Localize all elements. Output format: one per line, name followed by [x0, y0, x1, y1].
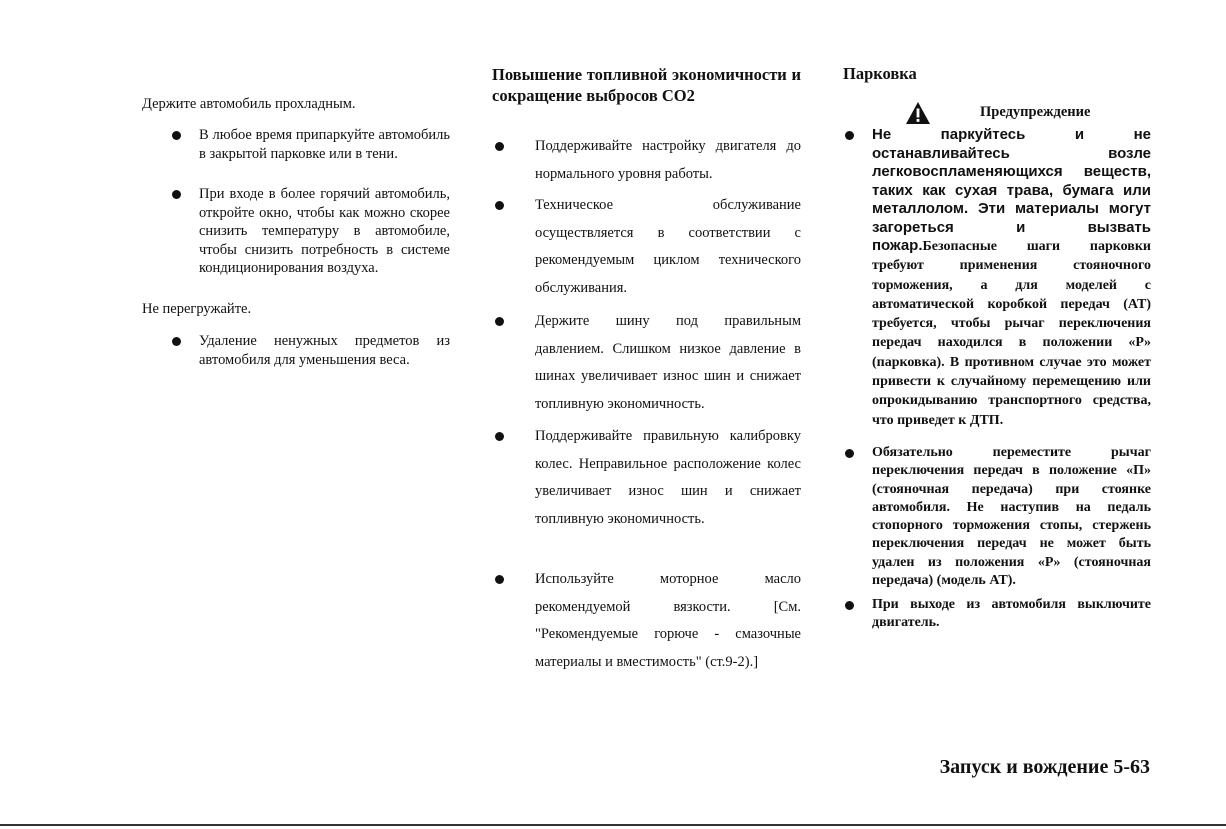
bullet-flammable-warning: [872, 126, 1151, 430]
bullet-dot: [172, 337, 181, 346]
bullet-dot: [495, 575, 504, 584]
page-footer-label: Запуск и вождение 5-63: [939, 756, 1150, 778]
bullet-dot: [845, 449, 854, 458]
paragraph-do-not-overload: Не перегружайте.: [142, 301, 252, 317]
bullet-dot: [495, 432, 504, 441]
warning-label: Предупреждение: [980, 104, 1091, 120]
bullet-dot: [845, 601, 854, 610]
bullet-remove-items: Удаление ненужных предметов из автомобиля для уменьшения веса.: [199, 333, 450, 368]
warning-triangle-icon: [905, 101, 931, 125]
bullet-engine-oil: Используйте моторное масло рекомендуемой вязкости. [См. "Рекомендуемые горюче - смазочные материалы и вместимость" (ст.9-2).]: [535, 571, 801, 671]
bullet-wheel-alignment: Поддерживайте правильную калибровку колес. Неправильное расположение колес увеличивает износ шин и снижает топливную экономичность.: [535, 428, 801, 528]
bullet-dot: [495, 317, 504, 326]
bullet-turn-off-engine: При выходе из автомобиля выключите двигатель.: [872, 597, 1151, 631]
section-heading-parking: Парковка: [843, 64, 917, 83]
warning-header: [905, 101, 1151, 125]
bullet-dot: [845, 131, 854, 140]
bottom-divider: [0, 824, 1226, 826]
paragraph-keep-cool: Держите автомобиль прохладным.: [142, 96, 356, 112]
bullet-engine-tuning: Поддерживайте настройку двигателя до нормального уровня работы.: [535, 138, 801, 182]
bullet-maintenance: Техническое обслуживание осуществляется в соответствии с рекомендуемым циклом технического обслуживания.: [535, 197, 801, 297]
warning-text-parking-steps: Безопасные шаги парковки требуют применения стояночного торможения, а для моделей с автоматической коробкой передач (AT) требуется, чтобы рычаг переключения передач находился в положении «P» (парковка). В противном случае это может привести к случайному перемещению или опрокидыванию транспортного средства, что приведет к ДТП.: [872, 239, 1151, 428]
bullet-tire-pressure: Держите шину под правильным давлением. Слишком низкое давление в шинах увеличивает износ шин и снижает топливную экономичность.: [535, 313, 801, 413]
bullet-dot: [495, 142, 504, 151]
bullet-dot: [172, 190, 181, 199]
warning-text-flammable: Не паркуйтесь и не останавливайтесь возле легковоспламеняющихся веществ, таких как сухая трава, бумага или металлолом. Эти материалы могут загореться и вызвать пожар.: [872, 126, 1151, 254]
bullet-shift-to-park: Обязательно переместите рычаг переключения передач в положение «П» (стояночная передача) при стоянке автомобиля. Не наступив на педаль стопорного торможения стопы, стержень переключения передач не может быть удален из положения «P» (стояночная передача) (модель AT).: [872, 445, 1151, 589]
bullet-open-window: При входе в более горячий автомобиль, откройте окно, чтобы как можно скорее снизить температуру в автомобиле, чтобы снизить потребность в системе кондиционирования воздуха.: [199, 186, 450, 276]
bullet-dot: [495, 201, 504, 210]
bullet-park-in-shade: В любое время припаркуйте автомобиль в закрытой парковке или в тени.: [199, 127, 450, 162]
bullet-dot: [172, 131, 181, 140]
section-heading-fuel-economy: Повышение топливной экономичности и сокращение выбросов CO2: [492, 65, 801, 105]
